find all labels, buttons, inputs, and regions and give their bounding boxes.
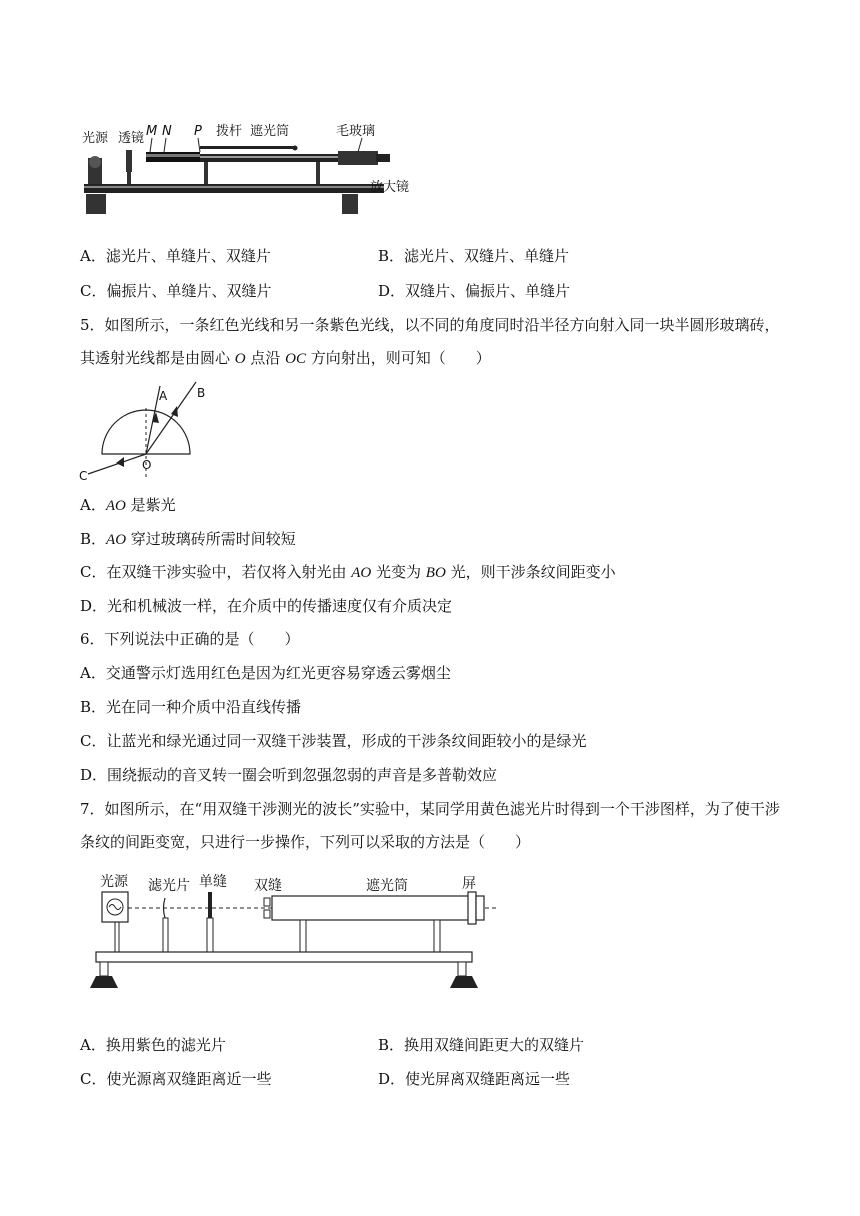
- q5-option-c-prefix: C．在双缝干涉实验中，若仅将入射光由: [80, 563, 352, 581]
- q7-option-d: D．使光屏离双缝距离远一些: [378, 1070, 571, 1088]
- fig-label-c: C: [79, 469, 88, 483]
- label-magnifier: 放大镜: [370, 180, 410, 195]
- q6-option-d: D．围绕振动的音叉转一圈会听到忽强忽弱的声音是多普勒效应: [80, 766, 498, 784]
- q5-option-b: [80, 529, 296, 550]
- label-lens: 透镜: [118, 131, 145, 146]
- q5-option-c-symbol-1: AO: [351, 565, 372, 581]
- q6-option-c: C．让蓝光和绿光通过同一双缝干涉装置，形成的干涉条纹间距较小的是绿光: [80, 732, 587, 750]
- q5-option-a: [80, 495, 176, 516]
- q5-stem-text-a: 其透射光线都是由圆心: [80, 349, 235, 367]
- fig7-label-single-slit: 单缝: [199, 874, 227, 890]
- q5-option-b-prefix: B．: [80, 530, 107, 548]
- q6-stem: 6．下列说法中正确的是（ ）: [80, 630, 300, 648]
- label-light-source: 光源: [82, 131, 109, 146]
- q5-option-c-symbol-2: BO: [425, 565, 446, 581]
- fig7-label-double-slit: 双缝: [254, 878, 282, 894]
- fig-label-b: B: [197, 386, 206, 400]
- fig-label-o: O: [142, 458, 152, 472]
- label-lever: 拨杆: [216, 124, 243, 139]
- q5-option-c-middle: 光变为: [371, 563, 426, 581]
- q5-option-c-text: 光，则干涉条纹间距变小: [445, 563, 616, 581]
- q7-stem-line-1: 7．如图所示，在“用双缝干涉测光的波长”实验中，某同学用黄色滤光片时得到一个干涉图样，为了使干涉: [80, 800, 780, 818]
- fig7-label-filter: 滤光片: [148, 878, 190, 894]
- q4-option-b: B．滤光片、双缝片、单缝片: [378, 247, 570, 265]
- fig7-label-shade-tube: 遮光筒: [366, 878, 408, 894]
- fig7-label-screen: 屏: [462, 876, 476, 892]
- label-m: M: [146, 124, 158, 139]
- q5-stem-line-1: 5．如图所示，一条红色光线和另一条紫色光线，以不同的角度同时沿半径方向射入同一块半圆形玻璃砖，: [80, 316, 780, 334]
- apparatus-photo-figure: [80, 118, 420, 223]
- q5-option-b-symbol: AO: [106, 532, 127, 548]
- q5-stem-text-e: 方向射出，则可知（ ）: [306, 349, 491, 367]
- q5-stem-line-2: [80, 348, 491, 369]
- q5-option-c: [80, 562, 616, 583]
- q4-option-c: C．偏振片、单缝片、双缝片: [80, 282, 272, 300]
- q7-option-a: A．换用紫色的滤光片: [80, 1036, 226, 1054]
- q5-option-a-prefix: A．: [80, 496, 106, 514]
- fig7-label-light-source: 光源: [100, 874, 128, 890]
- semicircle-refraction-figure: [76, 378, 226, 486]
- q6-option-a: A．交通警示灯选用红色是因为红光更容易穿透云雾烟尘: [80, 664, 451, 682]
- q6-option-b: B．光在同一种介质中沿直线传播: [80, 698, 302, 716]
- label-p: P: [194, 124, 202, 139]
- q7-option-c: C．使光源离双缝距离近一些: [80, 1070, 272, 1088]
- fig-label-a: A: [159, 389, 168, 403]
- q5-option-d: D．光和机械波一样，在介质中的传播速度仅有介质决定: [80, 597, 453, 615]
- q7-option-b: B．换用双缝间距更大的双缝片: [378, 1036, 585, 1054]
- q4-option-d: D．双缝片、偏振片、单缝片: [378, 282, 571, 300]
- q7-stem-line-2: 条纹的间距变宽，只进行一步操作，下列可以采取的方法是（ ）: [80, 833, 531, 851]
- q5-stem-o: O: [234, 351, 246, 367]
- q5-option-a-text: 是紫光: [125, 496, 176, 514]
- double-slit-apparatus-figure: [88, 870, 500, 998]
- q5-option-b-text: 穿过玻璃砖所需时间较短: [126, 530, 296, 548]
- q5-stem-oc: OC: [285, 351, 307, 367]
- label-shade-tube: 遮光筒: [250, 124, 290, 139]
- label-n: N: [162, 124, 172, 139]
- label-ground-glass: 毛玻璃: [336, 124, 376, 139]
- q5-stem-text-c: 点沿: [245, 349, 286, 367]
- q4-option-a: A．滤光片、单缝片、双缝片: [80, 247, 271, 265]
- q5-option-a-symbol: AO: [105, 498, 126, 514]
